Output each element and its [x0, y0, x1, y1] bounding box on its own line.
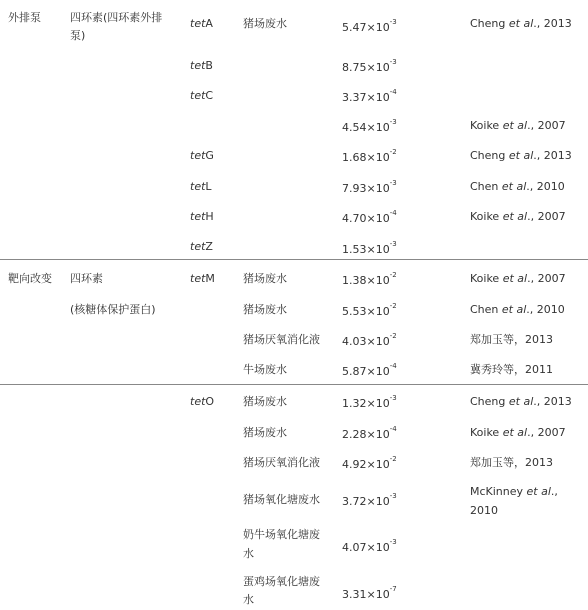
mechanism-label: 外排泵 — [8, 11, 41, 24]
reference: 郑加玉等，2013 — [470, 333, 553, 346]
sample-source-cont: 水 — [243, 547, 254, 560]
sample-source: 猪场废水 — [243, 426, 287, 439]
reference: Koike et al., 2007 — [470, 426, 566, 439]
gene-name: tetH — [190, 210, 214, 223]
antibiotic-label: 四环素 — [70, 272, 103, 285]
group-divider — [0, 259, 588, 260]
gene-name: tetA — [190, 17, 213, 30]
abundance-value: $4.07\times 10^{-3}$ — [342, 538, 397, 554]
abundance-value: $3.72\times 10^{-3}$ — [342, 492, 397, 508]
sample-source: 猪场厌氧消化液 — [243, 456, 320, 469]
sample-source: 牛场废水 — [243, 363, 287, 376]
gene-name: tetZ — [190, 240, 213, 253]
abundance-value: $4.70\times 10^{-4}$ — [342, 209, 397, 225]
abundance-value: $5.87\times 10^{-4}$ — [342, 362, 397, 378]
sample-source: 猪场废水 — [243, 17, 287, 30]
sample-source: 猪场氧化塘废水 — [243, 493, 320, 506]
sample-source: 蛋鸡场氧化塘废 — [243, 575, 320, 588]
reference: McKinney et al., — [470, 485, 558, 498]
abundance-value: $4.54\times 10^{-3}$ — [342, 118, 397, 134]
group-divider — [0, 384, 588, 385]
reference: Koike et al., 2007 — [470, 210, 566, 223]
abundance-value: $2.28\times 10^{-4}$ — [342, 425, 397, 441]
gene-name: tetO — [190, 395, 215, 408]
abundance-value: $1.53\times 10^{-3}$ — [342, 240, 397, 256]
gene-name: tetB — [190, 59, 213, 72]
reference: 冀秀玲等，2011 — [470, 363, 553, 376]
abundance-value: $7.93\times 10^{-3}$ — [342, 179, 397, 195]
gene-name: tetC — [190, 89, 214, 102]
abundance-value: $8.75\times 10^{-3}$ — [342, 58, 397, 74]
sample-source: 猪场废水 — [243, 303, 287, 316]
abundance-value: $4.03\times 10^{-2}$ — [342, 332, 397, 348]
reference: Chen et al., 2010 — [470, 180, 565, 193]
sample-source-cont: 水 — [243, 593, 254, 606]
sample-source: 猪场废水 — [243, 395, 287, 408]
antibiotic-label-cont: 泵) — [70, 29, 86, 42]
reference: Cheng et al., 2013 — [470, 17, 572, 30]
abundance-value: $5.53\times 10^{-2}$ — [342, 302, 397, 318]
sample-source: 猪场废水 — [243, 272, 287, 285]
gene-name: tetL — [190, 180, 212, 193]
reference: Cheng et al., 2013 — [470, 149, 572, 162]
abundance-value: $3.31\times 10^{-7}$ — [342, 585, 397, 601]
abundance-value: $1.38\times 10^{-2}$ — [342, 271, 397, 287]
reference: Chen et al., 2010 — [470, 303, 565, 316]
antibiotic-label-cont: (核糖体保护蛋白) — [70, 303, 156, 316]
reference: Cheng et al., 2013 — [470, 395, 572, 408]
antibiotic-label: 四环素(四环素外排 — [70, 11, 163, 24]
reference: Koike et al., 2007 — [470, 119, 566, 132]
reference: 郑加玉等，2013 — [470, 456, 553, 469]
gene-name: tetG — [190, 149, 214, 162]
abundance-value: $3.37\times 10^{-4}$ — [342, 88, 397, 104]
mechanism-label: 靶向改变 — [8, 272, 52, 285]
gene-name: tetM — [190, 272, 215, 285]
reference-cont: 2010 — [470, 504, 498, 517]
sample-source: 奶牛场氧化塘废 — [243, 528, 320, 541]
abundance-value: $5.47\times 10^{-3}$ — [342, 18, 397, 34]
abundance-value: $1.32\times 10^{-3}$ — [342, 394, 397, 410]
abundance-value: $4.92\times 10^{-2}$ — [342, 455, 397, 471]
abundance-value: $1.68\times 10^{-2}$ — [342, 148, 397, 164]
sample-source: 猪场厌氧消化液 — [243, 333, 320, 346]
reference: Koike et al., 2007 — [470, 272, 566, 285]
